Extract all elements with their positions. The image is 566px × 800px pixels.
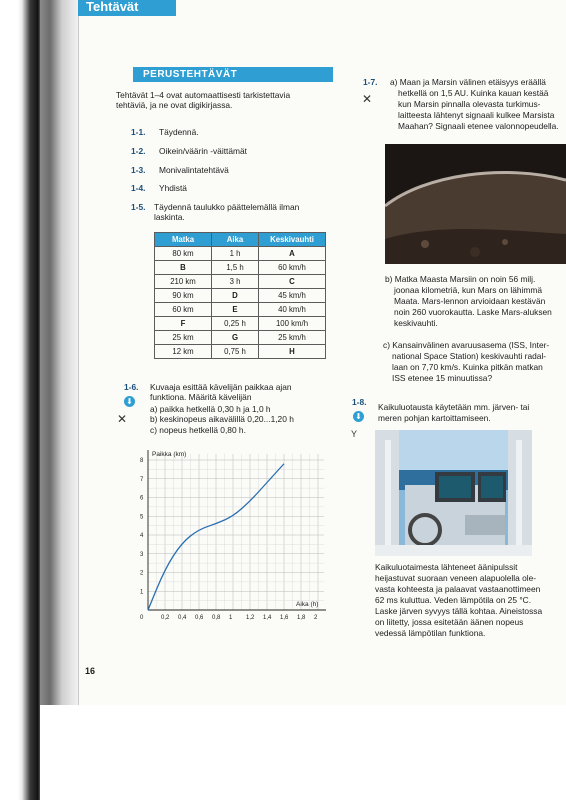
exercise-text: on liitetty, jossa esitetään äänen nopeus (375, 617, 524, 627)
y-tick-label: 4 (140, 533, 144, 539)
exercise-number: 1-1. (131, 127, 146, 137)
exercise-text: a) Maan ja Marsin välinen etäisyys eräällä (390, 77, 546, 87)
table-cell: E (212, 303, 259, 317)
table-cell: 60 km (155, 303, 212, 317)
table-header: Aika (212, 233, 259, 247)
exercise-text: meren pohjan kartoittamiseen. (378, 413, 491, 423)
exercise-text: vedessä lämpötilan funktiona. (375, 628, 486, 638)
pencil-mark-icon: ✕ (362, 92, 373, 106)
table-row (155, 345, 326, 359)
boat-sonar-photo (375, 430, 532, 556)
exercise-text: laitteesta lähtenyt signaali kulkee Marsista (398, 110, 555, 120)
table-cell: 40 km/h (259, 303, 326, 317)
exercise-text: hetkellä on 1,5 AU. Kuinka kauan kestää (398, 88, 549, 98)
table-row (155, 303, 326, 317)
table-cell: 25 km (155, 331, 212, 345)
exercise-number: 1-6. (124, 382, 139, 392)
table-row (155, 317, 326, 331)
exercise-text: Täydennä. (159, 127, 199, 137)
exercise-text: 62 ms kuluttua. Veden lämpötila on 25 °C. (375, 595, 532, 605)
page-number: 16 (85, 666, 96, 676)
table-cell: C (259, 275, 326, 289)
exercise-text: keskivauhti. (394, 318, 438, 328)
exercise-text: Kaikuluotaimesta lähteneet äänipulssit (375, 562, 518, 572)
download-icon[interactable]: ⬇ (353, 411, 364, 422)
table-cell: 0,75 h (212, 345, 259, 359)
scan-bottom-margin (40, 705, 566, 800)
exercise-text: Monivalintatehtävä (159, 165, 229, 175)
table-cell: 1,5 h (212, 261, 259, 275)
section-banner: PERUSTEHTÄVÄT (133, 67, 333, 82)
table-cell: 0,25 h (212, 317, 259, 331)
y-tick-label: 1 (140, 589, 144, 596)
exercise-item: c) nopeus hetkellä 0,80 h. (150, 425, 246, 435)
x-tick-label: 2 (314, 615, 318, 621)
table-cell: 1 h (212, 247, 259, 261)
book-spine-shadow (0, 0, 40, 800)
exercise-text: c) Kansainvälinen avaruusasema (ISS, Inter- (383, 340, 550, 350)
pencil-mark-icon: Y (351, 429, 358, 439)
table-row (155, 247, 326, 261)
download-icon[interactable]: ⬇ (124, 396, 135, 407)
exercise-text: heijastuvat suoraan veneen alapuolella ole- (375, 573, 537, 583)
x-tick-label: 0 (140, 615, 144, 621)
x-tick-label: 0,8 (212, 615, 221, 621)
intro-line-1: Tehtävät 1–4 ovat automaattisesti tarkistettavia (116, 90, 291, 100)
x-tick-label: 0,4 (178, 615, 187, 621)
table-cell: 3 h (212, 275, 259, 289)
x-tick-label: 0,2 (161, 615, 170, 621)
x-tick-label: 1,2 (246, 615, 255, 621)
x-tick-label: 1,8 (297, 615, 306, 621)
table-cell: 12 km (155, 345, 212, 359)
exercise-text: Kuvaaja esittää kävelijän paikkaa ajan (150, 382, 292, 392)
table-cell: 80 km (155, 247, 212, 261)
table-cell: 60 km/h (259, 261, 326, 275)
table-cell: B (155, 261, 212, 275)
exercise-number: 1-8. (352, 397, 367, 407)
y-tick-label: 8 (140, 458, 144, 464)
exercise-text: national Space Station) keskivauhti radal- (392, 351, 547, 361)
table-row (155, 289, 326, 303)
exercise-number: 1-2. (131, 146, 146, 156)
exercise-text: kun Marsin pinnalla olevasta turkimus- (398, 99, 541, 109)
y-tick-label: 7 (140, 476, 144, 483)
exercise-text: Oikein/väärin -väittämät (159, 146, 247, 156)
table-header: Keskivauhti (259, 233, 326, 247)
table-cell: F (155, 317, 212, 331)
exercise-text: ISS etenee 15 minuutissa? (392, 373, 493, 383)
y-tick-label: 5 (140, 514, 144, 521)
x-tick-label: 0,6 (195, 615, 204, 621)
table-cell: 90 km (155, 289, 212, 303)
y-axis-label: Paikka (km) (152, 451, 187, 458)
mars-surface-photo (385, 144, 566, 264)
exercise-text: b) Matka Maasta Marsiin on noin 56 milj. (385, 274, 536, 284)
exercise-text: Yhdistä (159, 183, 187, 193)
exercise-number: 1-7. (363, 77, 378, 87)
exercise-text: Maahan? Signaali etenee valonnopeudella. (398, 121, 559, 131)
exercise-number: 1-3. (131, 165, 146, 175)
table-header: Matka (155, 233, 212, 247)
exercise-text: vasta kohteesta ja palaavat vastaanottimeen (375, 584, 541, 594)
exercise-text: Täydennä taulukko päättelemällä ilman (154, 202, 300, 212)
table-row (155, 261, 326, 275)
page-edge-shadow (40, 0, 80, 705)
pencil-mark-icon: ✕ (117, 412, 128, 426)
table-row (155, 331, 326, 345)
table-cell: A (259, 247, 326, 261)
exercise-text: laan on 7,70 km/s. Kuinka pitkän matkan (392, 362, 543, 372)
exercise-text: noin 260 vuorokautta. Laske Mars-aluksen (394, 307, 552, 317)
x-tick-label: 1,4 (263, 615, 272, 621)
exercise-item: a) paikka hetkellä 0,30 h ja 1,0 h (150, 404, 271, 414)
table-cell: 100 km/h (259, 317, 326, 331)
table-cell: 210 km (155, 275, 212, 289)
table-row (155, 275, 326, 289)
exercise-item: b) keskinopeus aikavälillä 0,20...1,20 h (150, 414, 294, 424)
speed-table (154, 232, 326, 359)
exercise-number: 1-5. (131, 202, 146, 212)
exercise-text: funktiona. Määritä kävelijän (150, 392, 252, 402)
y-tick-label: 6 (140, 495, 144, 502)
position-time-graph (130, 440, 340, 630)
y-tick-label: 2 (140, 570, 144, 577)
exercise-text: Laske järven syvyys tällä kohtaa. Aineistossa (375, 606, 543, 616)
exercise-number: 1-4. (131, 183, 146, 193)
table-cell: G (212, 331, 259, 345)
table-cell: D (212, 289, 259, 303)
table-cell: 25 km/h (259, 331, 326, 345)
x-tick-label: 1,6 (280, 615, 289, 621)
chapter-tab: Tehtävät (78, 0, 176, 16)
y-tick-label: 3 (140, 551, 144, 558)
table-cell: 45 km/h (259, 289, 326, 303)
graph-grid (148, 454, 324, 610)
intro-line-2: tehtäviä, ja ne ovat digikirjassa. (116, 100, 233, 110)
exercise-text: Kaikuluotausta käytetään mm. järven- tai (378, 402, 530, 412)
x-tick-label: 1 (229, 615, 233, 621)
exercise-text: Maata. Mars-lennon arvioidaan kestävän (394, 296, 546, 306)
table-cell: H (259, 345, 326, 359)
exercise-text: laskinta. (154, 212, 185, 222)
exercise-text: joonaa kilometriä, kun Mars on lähimmä (394, 285, 543, 295)
x-axis-label: Aika (h) (296, 601, 319, 608)
